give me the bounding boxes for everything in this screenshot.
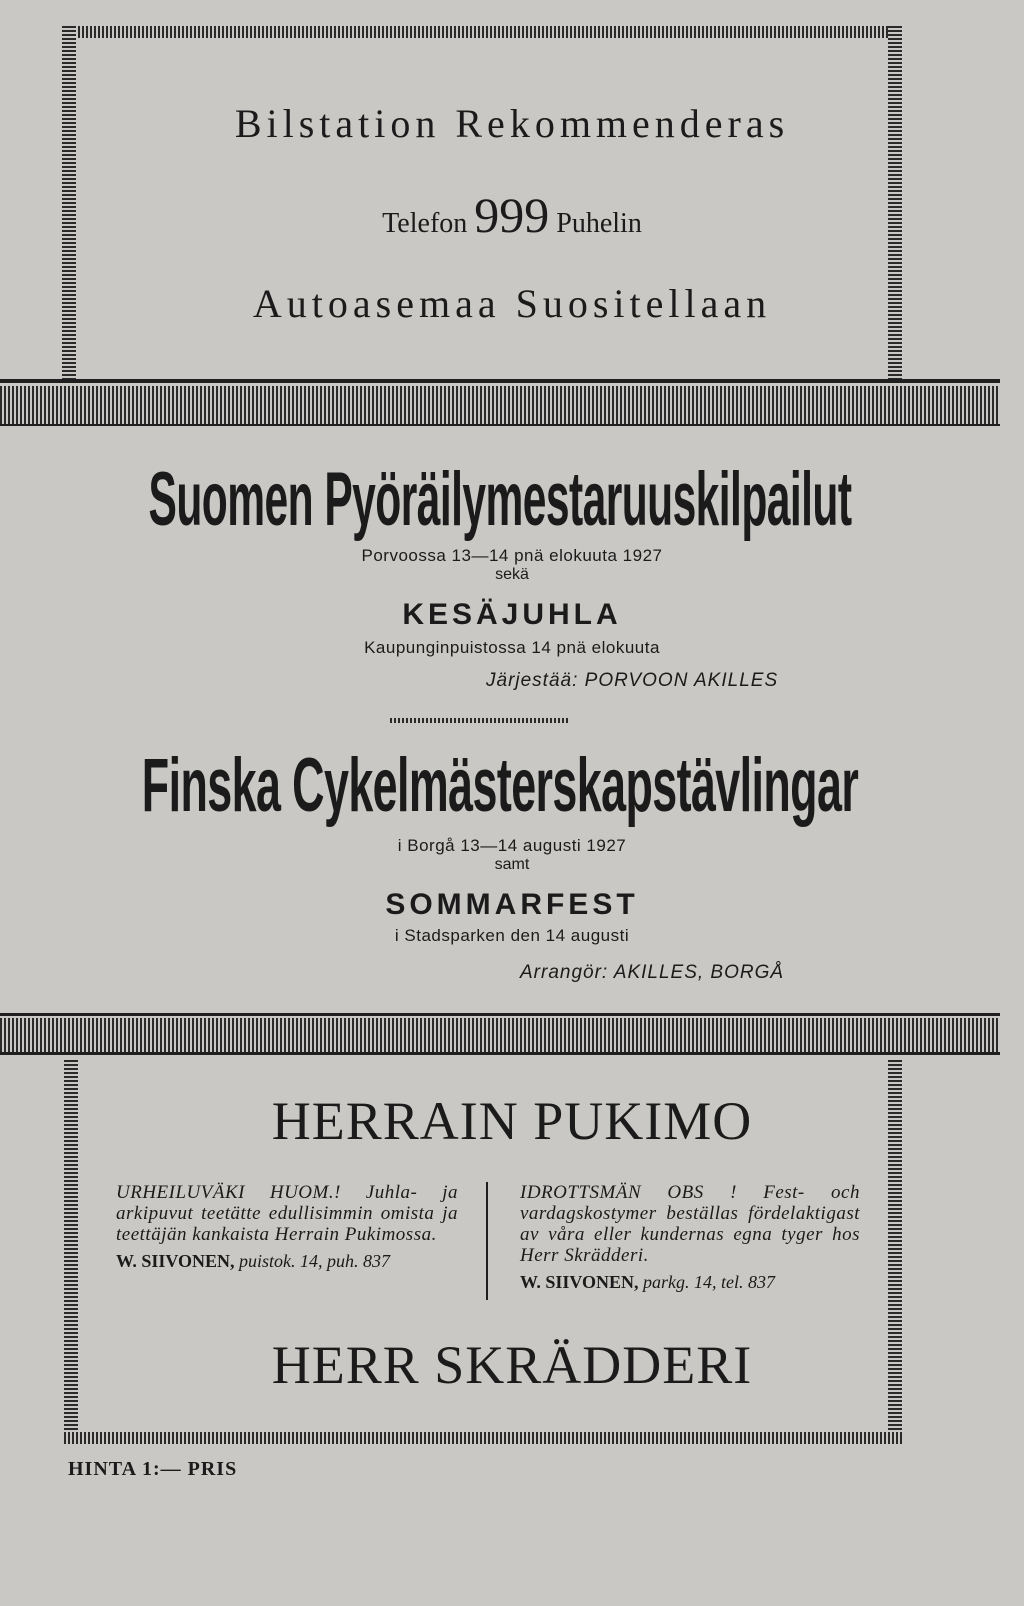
- event-fi-venue: Kaupunginpuistossa 14 pnä elokuuta: [364, 638, 660, 657]
- tailor-col-sv-sign-addr: parkg. 14, tel. 837: [643, 1272, 776, 1292]
- separator-top-line2: [0, 424, 1000, 426]
- event-fi-organizer: Järjestää: PORVOON AKILLES: [486, 670, 779, 691]
- top-ad-line1: Bilstation Rekommenderas: [234, 101, 790, 146]
- event-sv-joiner: samt: [494, 856, 530, 873]
- top-ad-line3: Autoasemaa Suositellaan: [252, 281, 772, 326]
- top-ad-phone-line: [0, 186, 1024, 244]
- tailor-col-fi-sign-name: W. SIIVONEN,: [116, 1251, 235, 1271]
- tailor-col-fi-text: URHEILUVÄKI HUOM.! Juhla- ja arkipuvut teetätte edullisimmin omista ja teettäjän kankaista Herrain Pukimossa.: [116, 1182, 458, 1245]
- event-sv-dates: i Borgå 13—14 augusti 1927: [397, 836, 627, 855]
- event-sv-subtitle: SOMMARFEST: [385, 888, 639, 921]
- event-fi-joiner: sekä: [495, 566, 529, 583]
- tailor-heading-fi: HERRAIN PUKIMO: [271, 1091, 753, 1151]
- tailor-box-border-bottom: [64, 1432, 902, 1444]
- event-fi-title-wrap: [0, 456, 1024, 543]
- separator-top-line: [0, 379, 1000, 383]
- tailor-col-sv-sign-name: W. SIIVONEN,: [520, 1272, 639, 1292]
- event-sv-title-wrap: [0, 742, 1024, 829]
- tailor-column-divider: [486, 1182, 488, 1300]
- event-sv-title: Finska Cykelmästerskapstävlingar: [141, 743, 859, 828]
- phone-prefix: Telefon: [382, 208, 468, 239]
- tailor-col-sv-text: IDROTTSMÄN OBS ! Fest- och vardagskostymer beställas fördelaktigast av våra eller kundernas egna tyger hos Herr Skrädderi.: [520, 1182, 860, 1266]
- phone-suffix: Puhelin: [556, 208, 642, 239]
- separator-mid-line: [0, 1013, 1000, 1016]
- phone-number: 999: [474, 187, 550, 243]
- tailor-col-fi: [116, 1182, 458, 1272]
- middle-divider: [390, 718, 570, 723]
- tailor-col-fi-sign: [116, 1251, 458, 1272]
- tailor-heading-sv: HERR SKRÄDDERI: [271, 1335, 753, 1395]
- event-fi-subtitle: KESÄJUHLA: [402, 598, 622, 631]
- event-sv-venue: i Stadsparken den 14 augusti: [394, 926, 630, 945]
- price-label: HINTA 1:— PRIS: [68, 1458, 238, 1480]
- top-box-border-top: [62, 26, 902, 38]
- separator-mid-line2: [0, 1052, 1000, 1055]
- separator-mid-hatch: [0, 1018, 1000, 1052]
- tailor-col-fi-sign-addr: puistok. 14, puh. 837: [239, 1251, 391, 1271]
- event-sv-organizer: Arrangör: AKILLES, BORGÅ: [520, 962, 785, 983]
- separator-top-hatch: [0, 386, 1000, 424]
- event-fi-dates: Porvoossa 13—14 pnä elokuuta 1927: [361, 546, 663, 565]
- tailor-col-sv-sign: [520, 1272, 860, 1293]
- tailor-col-sv: [520, 1182, 860, 1293]
- event-fi-title: Suomen Pyöräilymestaruuskilpailut: [148, 457, 852, 542]
